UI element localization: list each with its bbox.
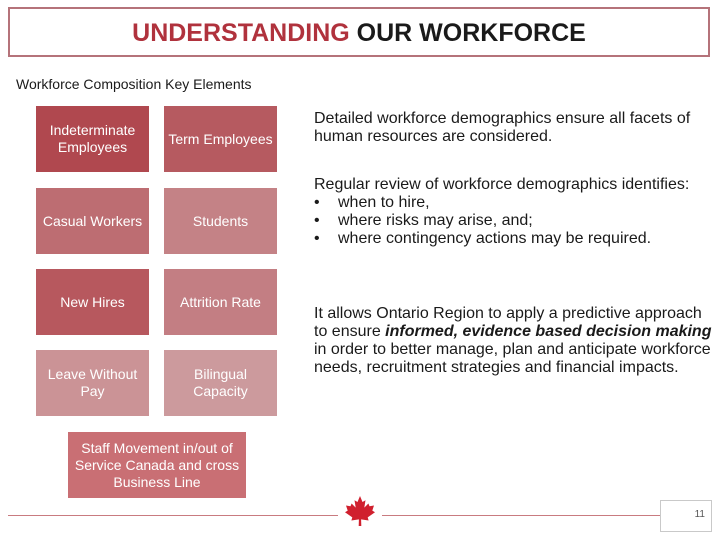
title-box — [8, 7, 710, 57]
review-bullet: • where contingency actions may be required. — [314, 230, 714, 248]
slide-title — [132, 19, 586, 47]
predictive-text-start: It allows Ontario Region to apply a predictive approach to ensure — [314, 305, 702, 340]
page-number: 11 — [694, 509, 705, 520]
tile-students: Students — [164, 188, 277, 254]
tile-attrition-rate: Attrition Rate — [164, 269, 277, 335]
maple-leaf-icon — [343, 495, 377, 527]
predictive-emphasis: informed, evidence based decision making — [385, 323, 712, 340]
tile-staff-movement: Staff Movement in/out of Service Canada and cross Business Line — [68, 432, 246, 498]
paragraph-demographics: Detailed workforce demographics ensure all facets of human resources are considered. — [314, 110, 691, 145]
tile-term-employees: Term Employees — [164, 106, 277, 172]
predictive-text-end: in order to better manage, plan and anticipate workforce needs, recruitment strategies and financial impacts. — [314, 341, 711, 376]
title-rest: OUR WORKFORCE — [349, 19, 586, 47]
tile-new-hires: New Hires — [36, 269, 149, 335]
review-bullet-list — [314, 194, 714, 248]
tile-leave-without-pay: Leave Without Pay — [36, 350, 149, 416]
paragraph-review — [314, 176, 714, 248]
title-highlight: UNDERSTANDING — [132, 19, 350, 47]
footer-divider-right — [382, 515, 660, 516]
paragraph-predictive — [314, 305, 714, 377]
tile-casual-workers: Casual Workers — [36, 188, 149, 254]
section-subtitle: Workforce Composition Key Elements — [16, 76, 252, 92]
page-number-box — [660, 500, 712, 532]
footer-divider-left — [8, 515, 338, 516]
tile-bilingual-capacity: Bilingual Capacity — [164, 350, 277, 416]
review-bullet: • when to hire, — [314, 194, 714, 212]
review-intro: Regular review of workforce demographics identifies: — [314, 176, 690, 193]
tile-indeterminate-employees: Indeterminate Employees — [36, 106, 149, 172]
review-bullet: • where risks may arise, and; — [314, 212, 714, 230]
